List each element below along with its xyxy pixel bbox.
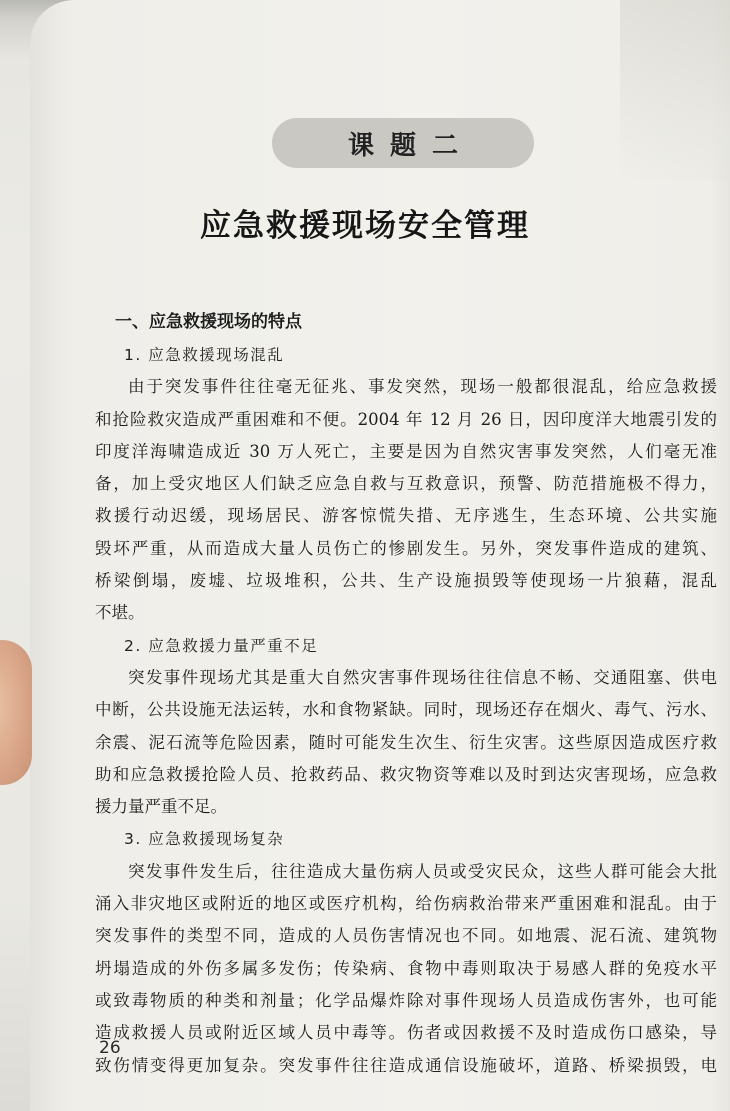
paragraph-line: 毁坏严重，从而造成大量人员伤亡的惨剧发生。另外，突发事件造成的建筑、 (95, 538, 717, 558)
paragraph-line: 救援行动迟缓，现场居民、游客惊慌失措、无序逃生，生态环境、公共实施 (95, 506, 717, 526)
chapter-label: 课题二 (347, 130, 474, 161)
page-number: 26 (99, 1038, 121, 1058)
paragraph-line: 桥梁倒塌，废墟、垃圾堆积，公共、生产设施损毁等使现场一片狼藉，混乱 (95, 571, 717, 591)
subsection-heading: 1. 应急救援现场混乱 (124, 346, 285, 364)
background-corner (620, 0, 730, 180)
paragraph-line: 坍塌造成的外伤多属多发伤；传染病、食物中毒则取决于易感人群的免疫水平 (95, 958, 717, 978)
page-title: 应急救援现场安全管理 (200, 208, 530, 244)
chapter-label-badge (272, 118, 534, 168)
paragraph-line: 印度洋海啸造成近 30 万人死亡，主要是因为自然灾害事发突然，人们毫无准 (95, 441, 717, 461)
paragraph-line: 涌入非灾地区或附近的地区或医疗机构，给伤病救治带来严重困难和混乱。由于 (95, 894, 717, 914)
paragraph-line: 援力量严重不足。 (95, 797, 227, 817)
paragraph-line: 助和应急救援抢险人员、抢救药品、救灾物资等难以及时到达灾害现场，应急救 (95, 764, 717, 784)
paragraph-line: 或致毒物质的种类和剂量；化学品爆炸除对事件现场人员造成伤害外，也可能 (95, 990, 717, 1010)
paragraph-line: 中断，公共设施无法运转，水和食物紧缺。同时，现场还存在烟火、毒气、污水、 (95, 700, 717, 720)
section-heading: 一、应急救援现场的特点 (115, 312, 302, 332)
subsection-heading: 2. 应急救援力量严重不足 (124, 636, 319, 655)
paragraph-line: 和抢险救灾造成严重困难和不便。2004 年 12 月 26 日，因印度洋大地震引发的 (95, 409, 717, 429)
paragraph-line: 余震、泥石流等危险因素，随时可能发生次生、衍生灾害。这些原因造成医疗救 (95, 732, 717, 752)
body-content (95, 305, 717, 1082)
paragraph-line: 突发事件的类型不同，造成的人员伤害情况也不同。如地震、泥石流、建筑物 (95, 926, 717, 946)
paragraph-line: 造成救援人员或附近区域人员中毒等。伤者或因救援不及时造成伤口感染，导 (95, 1023, 717, 1043)
subsection-heading: 3. 应急救援现场复杂 (124, 830, 285, 849)
paragraph-line: 突发事件发生后，往往造成大量伤病人员或受灾民众，这些人群可能会大批 (128, 861, 717, 881)
paragraph-line: 突发事件现场尤其是重大自然灾害事件现场往往信息不畅、交通阻塞、供电 (128, 667, 717, 687)
paragraph-line: 不堪。 (95, 603, 145, 623)
paragraph-line: 备，加上受灾地区人们缺乏应急自救与互救意识，预警、防范措施极不得力， (95, 474, 717, 494)
thumb-holding-page (0, 640, 32, 785)
paragraph-line: 由于突发事件往往毫无征兆、事发突然，现场一般都很混乱，给应急救援 (128, 377, 717, 397)
paragraph-line: 致伤情变得更加复杂。突发事件往往造成通信设施破坏，道路、桥梁损毁，电 (95, 1055, 717, 1075)
